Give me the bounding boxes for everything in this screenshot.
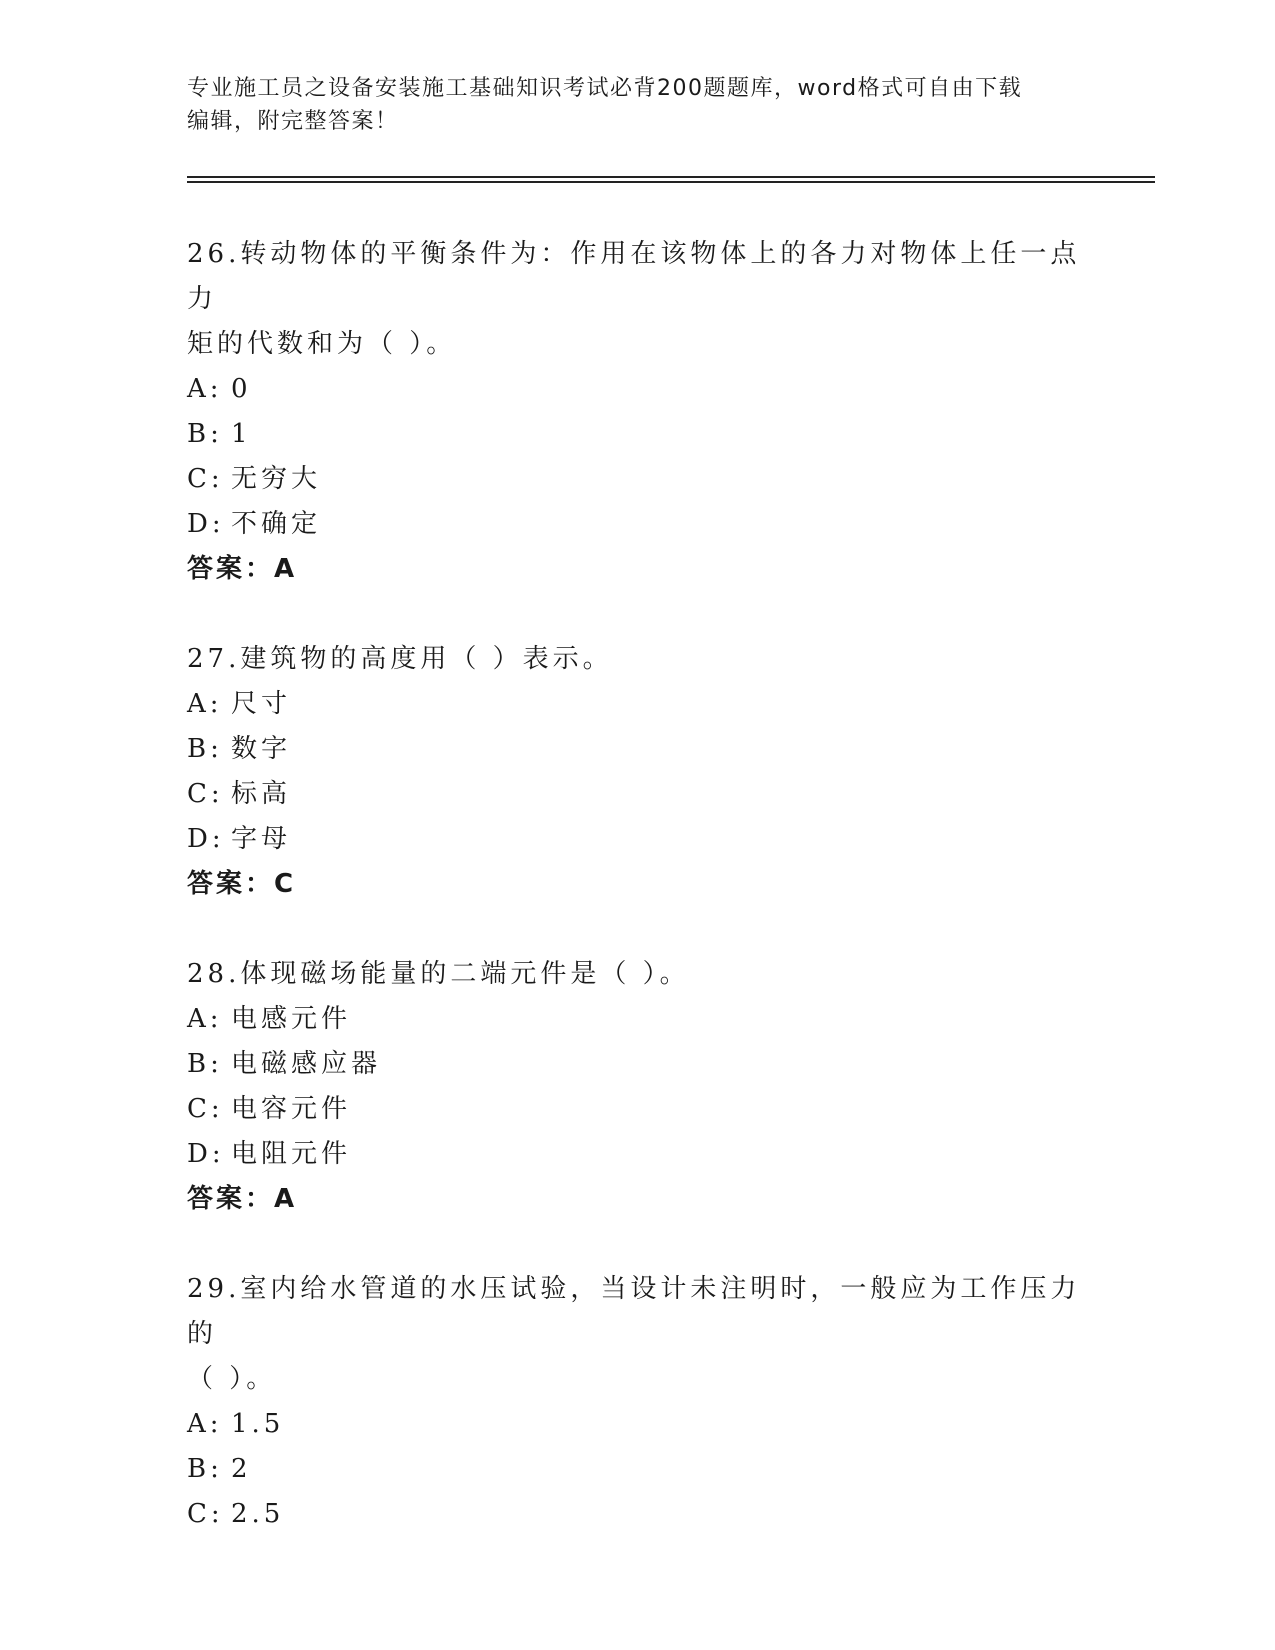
- option-key: B:: [187, 1454, 223, 1484]
- question-list: [187, 232, 1087, 1582]
- option-c: [187, 1492, 1087, 1537]
- option-b: [187, 1042, 1087, 1087]
- option-d: [187, 1132, 1087, 1177]
- option-key: A:: [187, 374, 223, 404]
- option-text: 数字: [231, 734, 292, 764]
- answer-line: 答案：A: [187, 1184, 298, 1214]
- option-text: 标高: [231, 779, 292, 809]
- option-key: C:: [187, 1094, 224, 1124]
- question-stem-line: 27.建筑物的高度用（ ）表示。: [187, 644, 613, 674]
- option-d: [187, 502, 1087, 547]
- header-line-2: 编辑，附完整答案！: [187, 109, 399, 134]
- question-stem-line: 矩的代数和为（ ）。: [187, 329, 457, 359]
- question-stem-line: （ ）。: [187, 1364, 277, 1394]
- option-text: 1.5: [231, 1409, 285, 1439]
- option-c: [187, 1087, 1087, 1132]
- option-c: [187, 772, 1087, 817]
- option-text: 不确定: [231, 509, 322, 539]
- option-text: 2.5: [231, 1499, 285, 1529]
- option-text: 0: [231, 374, 252, 404]
- option-c: [187, 457, 1087, 502]
- option-key: B:: [187, 1049, 223, 1079]
- option-b: [187, 727, 1087, 772]
- option-text: 字母: [231, 824, 292, 854]
- question-29: [187, 1267, 1087, 1537]
- option-text: 电阻元件: [231, 1139, 352, 1169]
- option-b: [187, 1447, 1087, 1492]
- option-key: C:: [187, 779, 224, 809]
- option-text: 2: [231, 1454, 252, 1484]
- question-stem-line: 29.室内给水管道的水压试验，当设计未注明时，一般应为工作压力的: [187, 1274, 1081, 1349]
- option-text: 电感元件: [231, 1004, 352, 1034]
- option-a: [187, 1402, 1087, 1447]
- answer-line: 答案：C: [187, 869, 297, 899]
- option-text: 尺寸: [231, 689, 292, 719]
- question-stem-line: 28.体现磁场能量的二端元件是（ ）。: [187, 959, 690, 989]
- option-key: C:: [187, 1499, 224, 1529]
- header-divider-top: [187, 176, 1155, 178]
- option-key: A:: [187, 1409, 223, 1439]
- option-key: D:: [187, 1139, 225, 1169]
- document-header: [187, 72, 1087, 138]
- option-key: A:: [187, 1004, 223, 1034]
- option-key: D:: [187, 824, 225, 854]
- option-d: [187, 817, 1087, 862]
- question-28: [187, 952, 1087, 1222]
- option-a: [187, 682, 1087, 727]
- question-stem-line: 26.转动物体的平衡条件为：作用在该物体上的各力对物体上任一点力: [187, 239, 1081, 314]
- question-27: [187, 637, 1087, 907]
- option-text: 无穷大: [231, 464, 322, 494]
- option-key: B:: [187, 734, 223, 764]
- option-key: C:: [187, 464, 224, 494]
- option-text: 1: [231, 419, 252, 449]
- option-key: A:: [187, 689, 223, 719]
- question-26: [187, 232, 1087, 592]
- answer-line: 答案：A: [187, 554, 298, 584]
- header-line-1: 专业施工员之设备安装施工基础知识考试必背200题题库，word格式可自由下载: [187, 76, 1023, 101]
- option-text: 电磁感应器: [231, 1049, 382, 1079]
- option-a: [187, 367, 1087, 412]
- option-text: 电容元件: [231, 1094, 352, 1124]
- option-key: B:: [187, 419, 223, 449]
- option-a: [187, 997, 1087, 1042]
- option-key: D:: [187, 509, 225, 539]
- header-divider-bottom: [187, 181, 1155, 183]
- option-b: [187, 412, 1087, 457]
